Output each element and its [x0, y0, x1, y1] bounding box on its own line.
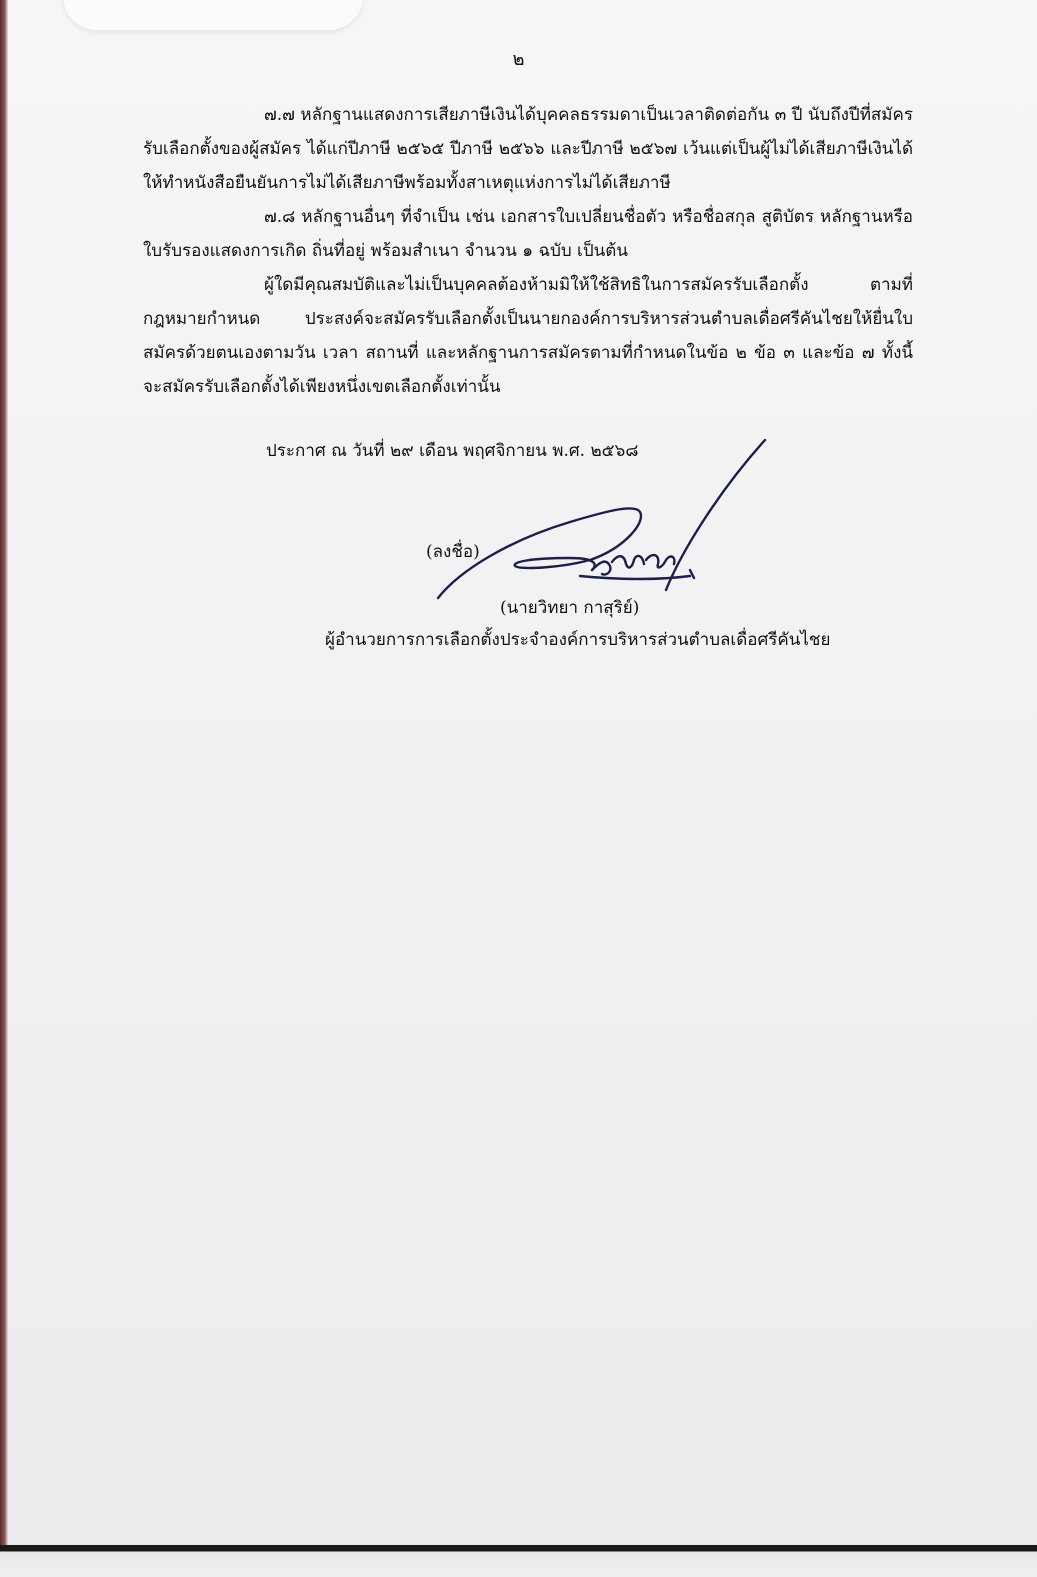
announcement-date: ประกาศ ณ วันที่ ๒๙ เดือน พฤศจิกายน พ.ศ. ๒๕๖๘: [266, 441, 639, 461]
paragraph-eligibility: ผู้ใดมีคุณสมบัติและไม่เป็นบุคคลต้องห้ามมิให้ใช้สิทธิในการสมัครรับเลือกตั้ง ตามที่กฎหมายกำหนด ประสงค์จะสมัครรับเลือกตั้งเป็นนายกองค์การบริหารส่วนตำบลเดื่อศรีคันไชยให้ยื่นใบสมัครด้วยตนเองตามวัน เวลา สถานที่ และหลักฐานการสมัครตามที่กำหนดในข้อ ๒ ข้อ ๓ และข้อ ๗ ทั้งนี้ จะสมัครรับเลือกตั้งได้เพียงหนึ่งเขตเลือกตั้งเท่านั้น: [143, 275, 913, 397]
paragraph-7-8: ๗.๘ หลักฐานอื่นๆ ที่จำเป็น เช่น เอกสารใบเปลี่ยนชื่อตัว หรือชื่อสกุล สูติบัตร หลักฐานหรือใบรับรองแสดงการเกิด ถิ่นที่อยู่ พร้อมสำเนา จำนวน ๑ ฉบับ เป็นต้น: [143, 207, 913, 261]
signer-name: (นายวิทยา กาสุริย์): [500, 598, 640, 618]
document-body: [143, 98, 913, 404]
handwritten-signature: [420, 430, 780, 620]
signer-title: ผู้อำนวยการการเลือกตั้งประจำองค์การบริหารส่วนตำบลเดื่อศรีคันไชย: [325, 630, 831, 650]
sign-label: (ลงชื่อ): [426, 542, 480, 562]
binder-edge: [0, 0, 8, 1577]
paragraph-7-7: ๗.๗ หลักฐานแสดงการเสียภาษีเงินได้บุคคลธรรมดาเป็นเวลาติดต่อกัน ๓ ปี นับถึงปีที่สมัครรับเลือกตั้งของผู้สมัคร ได้แก่ปีภาษี ๒๕๖๕ ปีภาษี ๒๕๖๖ และปีภาษี ๒๕๖๗ เว้นแต่เป็นผู้ไม่ได้เสียภาษีเงินได้ ให้ทำหนังสือยืนยันการไม่ได้เสียภาษีพร้อมทั้งสาเหตุแห่งการไม่ได้เสียภาษี: [143, 105, 913, 193]
overlay-tab: [63, 0, 363, 30]
page-number: ๒: [512, 49, 525, 70]
page-bottom-edge: [0, 1545, 1037, 1577]
